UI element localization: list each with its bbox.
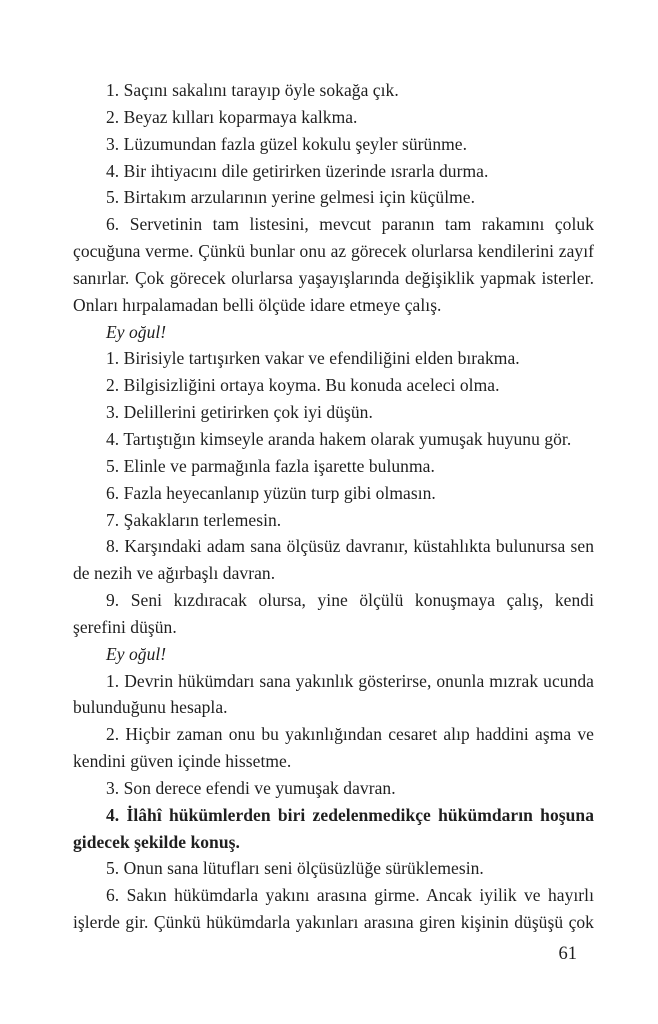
page-number: 61	[558, 944, 577, 964]
paragraph: 2. Beyaz kılları koparmaya kalkma.	[106, 106, 358, 127]
paragraph: 2. Hiçbir zaman onu bu yakınlığından cesaret alıp haddini aşma ve kendini güven içinde hissetme.	[73, 724, 594, 772]
paragraph: 1. Birisiyle tartışırken vakar ve efendiliğini elden bırakma.	[106, 348, 520, 369]
paragraph: 4. Tartıştığın kimseyle aranda hakem olarak yumuşak huyunu gör.	[106, 428, 572, 449]
paragraph: 6. Servetinin tam listesini, mevcut paranın tam rakamını çoluk çocuğuna verme. Çünkü bunlar onu az görecek olurlarsa kendilerini zayıf sanırlar. Çok görecek olurlarsa yaşayışlarında değişiklik yapmak isterler. Onları hırpalamadan belli ölçüde idare etmeye çalış.	[73, 214, 594, 315]
paragraph: 6. Fazla heyecanlanıp yüzün turp gibi olmasın.	[106, 482, 436, 503]
paragraph: 3. Son derece efendi ve yumuşak davran.	[106, 777, 396, 798]
page-body	[73, 77, 594, 936]
section-heading: Ey oğul!	[106, 643, 167, 664]
paragraph: 4. Bir ihtiyacını dile getirirken üzerinde ısrarla durma.	[106, 160, 489, 181]
paragraph: 6. Sakın hükümdarla yakını arasına girme. Ancak iyilik ve hayırlı işlerde gir. Çünkü hükümdarla yakınları arasına giren kişinin düşüşü çok	[73, 885, 594, 933]
section-heading: Ey oğul!	[106, 321, 167, 342]
paragraph: 3. Delillerini getirirken çok iyi düşün.	[106, 402, 373, 423]
paragraph: 9. Seni kızdıracak olursa, yine ölçülü konuşmaya çalış, kendi şerefini düşün.	[73, 590, 594, 637]
paragraph: 5. Birtakım arzularının yerine gelmesi için küçülme.	[106, 187, 476, 208]
paragraph: 1. Devrin hükümdarı sana yakınlık gösterirse, onunla mızrak ucunda bulunduğunu hesapla.	[73, 670, 594, 718]
paragraph: 5. Elinle ve parmağınla fazla işarette bulunma.	[106, 455, 435, 476]
paragraph: 4. İlâhî hükümlerden biri zedelenmedikçe hükümdarın hoşuna gidecek şekilde konuş.	[73, 804, 594, 852]
paragraph: 8. Karşındaki adam sana ölçüsüz davranır, küstahlıkta bulunursa sen de nezih ve ağırbaşlı davran.	[73, 536, 594, 584]
paragraph: 7. Şakakların terlemesin.	[106, 509, 282, 530]
paragraph: 2. Bilgisizliğini ortaya koyma. Bu konuda aceleci olma.	[106, 375, 500, 396]
paragraph: 3. Lüzumundan fazla güzel kokulu şeyler sürünme.	[106, 133, 468, 154]
paragraph: 1. Saçını sakalını tarayıp öyle sokağa çık.	[106, 80, 399, 100]
paragraph: 5. Onun sana lütufları seni ölçüsüzlüğe sürüklemesin.	[106, 858, 484, 879]
